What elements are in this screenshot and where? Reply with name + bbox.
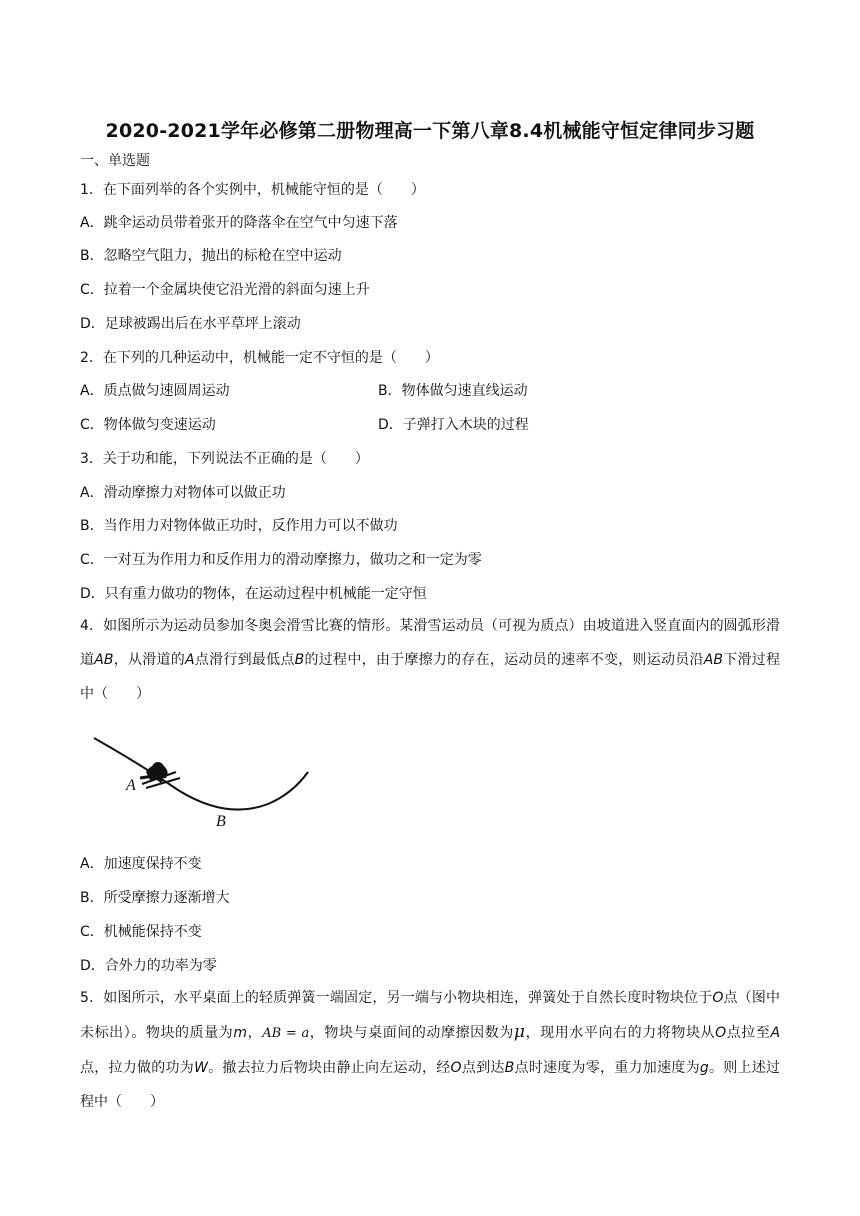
- q3-option-d: D．只有重力做功的物体，在运动过程中机械能一定守恒: [80, 586, 427, 602]
- q4-point-b: B: [294, 652, 305, 668]
- q5-formula-ab: AB = a: [262, 1026, 310, 1041]
- q2-option-b: B．物体做匀速直线运动: [378, 383, 528, 399]
- q5-var-m: m: [233, 1025, 248, 1041]
- q3-option-c: C．一对互为作用力和反作用力的滑动摩擦力，做功之和一定为零: [80, 552, 482, 568]
- q3-stem: 3．关于功和能，下列说法不正确的是（ ）: [80, 451, 369, 467]
- q4-stem-text: 的过程中，由于摩擦力的存在，运动员的速率不变，则运动员沿: [304, 652, 704, 668]
- q4-option-b: B．所受摩擦力逐渐增大: [80, 890, 230, 906]
- q2-option-d: D．子弹打入木块的过程: [378, 417, 529, 433]
- q4-option-c: C．机械能保持不变: [80, 924, 202, 940]
- q1-option-a: A．跳伞运动员带着张开的降落伞在空气中匀速下落: [80, 215, 398, 231]
- q4-stem-text: 点滑行到最低点: [194, 652, 295, 668]
- q5-var-o: O: [712, 990, 724, 1006]
- q3-option-a: A．滑动摩擦力对物体可以做正功: [80, 485, 286, 501]
- q4-arc-ab: AB: [703, 652, 723, 668]
- q5-text: ，: [247, 1025, 263, 1041]
- q5-var-o: O: [715, 1025, 727, 1041]
- q5-var-mu: μ: [513, 1022, 525, 1042]
- q5-var-b: B: [504, 1060, 515, 1076]
- arc-track: [94, 738, 308, 810]
- q4-stem-text: 下滑过程中（ ）: [80, 652, 781, 702]
- q5-text: 点到达: [461, 1060, 505, 1076]
- q5-text: 点，拉力做的功为: [80, 1060, 195, 1076]
- q2-stem: 2．在下列的几种运动中，机械能一定不守恒的是（ ）: [80, 350, 439, 366]
- q5-text: 点拉至: [726, 1025, 771, 1041]
- q5-text: 。撤去拉力后物块由静止向左运动，经: [207, 1060, 451, 1076]
- q5-var-w: W: [194, 1060, 208, 1076]
- figure-label-a: A: [126, 777, 136, 794]
- q5-text: 点（图中未标出）。物块的质量为: [80, 990, 781, 1041]
- q4-stem-text: ，从滑道的: [113, 652, 186, 668]
- q5-text: 。则上述过程中（ ）: [80, 1060, 781, 1110]
- q1-option-d: D．足球被踢出后在水平草坪上滚动: [80, 316, 301, 332]
- ski-slope-figure: [80, 728, 320, 828]
- q1-option-b: B．忽略空气阻力，抛出的标枪在空中运动: [80, 248, 342, 264]
- q5-text: ，物块与桌面间的动摩擦因数为: [309, 1025, 514, 1041]
- page-title: 2020-2021学年必修第二册物理高一下第八章8.4机械能守恒定律同步习题: [105, 120, 755, 142]
- q2-option-c: C．物体做匀变速运动: [80, 417, 216, 433]
- q5-var-g: g: [699, 1060, 709, 1076]
- figure-label-b: B: [216, 813, 226, 828]
- q5-text: 点时速度为零，重力加速度为: [514, 1060, 700, 1076]
- q5-var-o: O: [450, 1060, 462, 1076]
- q5-stem: [80, 981, 780, 1119]
- q3-option-b: B．当作用力对物体做正功时，反作用力可以不做功: [80, 518, 398, 534]
- q1-option-c: C．拉着一个金属块使它沿光滑的斜面匀速上升: [80, 282, 370, 298]
- q4-option-d: D．合外力的功率为零: [80, 958, 217, 974]
- section-heading: 一、单选题: [80, 153, 150, 169]
- skier-icon: [140, 762, 180, 788]
- q1-stem: 1．在下面列举的各个实例中，机械能守恒的是（ ）: [80, 182, 425, 198]
- q4-stem-text: 4．如图所示为运动员参加冬奥会滑雪比赛的情形。某滑雪运动员（可视为质点）由坡道进入竖直面内的圆弧形滑道: [80, 618, 780, 668]
- q4-stem: [80, 609, 780, 711]
- q5-text: ，现用水平向右的力将物块从: [524, 1025, 716, 1041]
- q4-option-a: A．加速度保持不变: [80, 856, 202, 872]
- q2-option-a: A．质点做匀速圆周运动: [80, 383, 230, 399]
- q4-arc-ab: AB: [94, 652, 114, 668]
- q4-point-a: A: [185, 652, 195, 668]
- q5-text: 5．如图所示，水平桌面上的轻质弹簧一端固定，另一端与小物块相连，弹簧处于自然长度时物块位于: [80, 990, 713, 1006]
- q5-var-a: A: [770, 1025, 781, 1041]
